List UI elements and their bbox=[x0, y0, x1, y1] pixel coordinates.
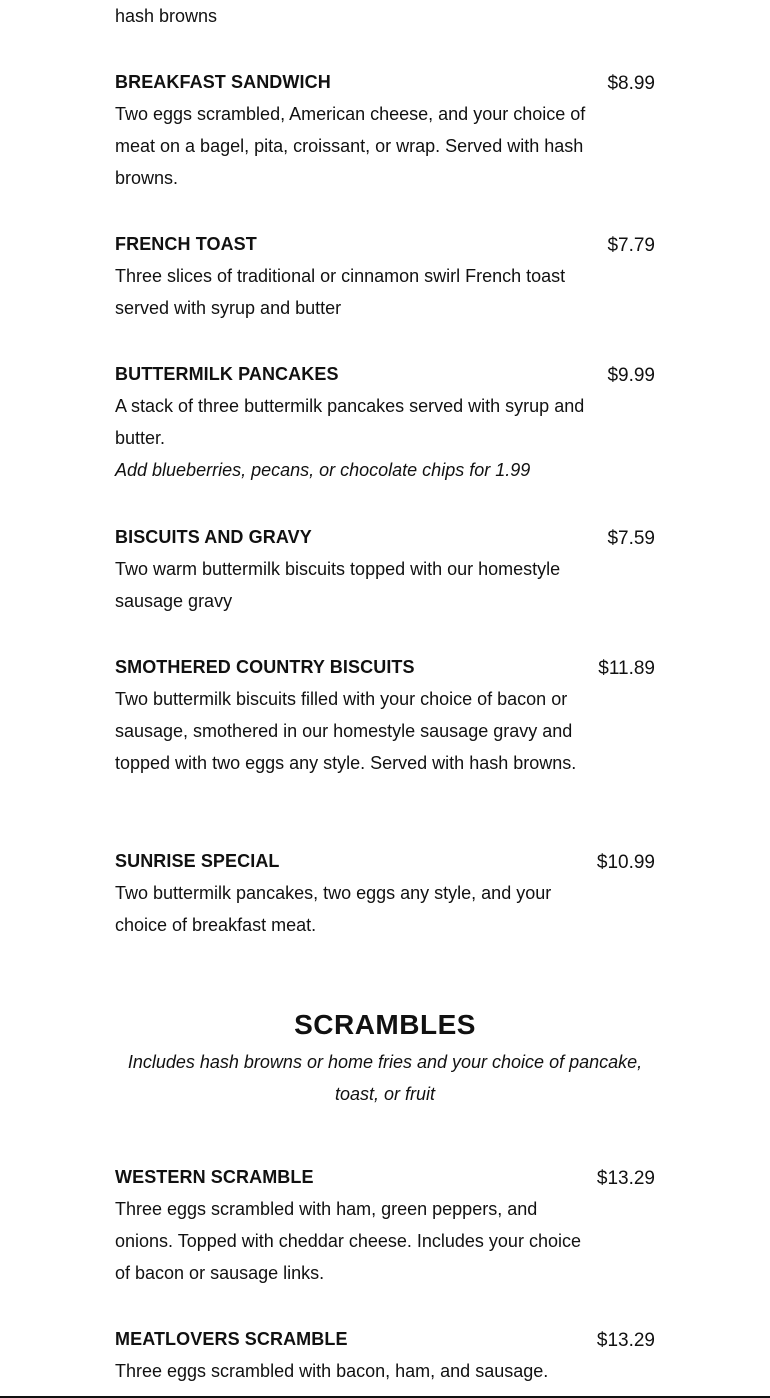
menu-item-description: Two eggs scrambled, American cheese, and your choice of meat on a bagel, pita, croissant, or wrap. Served with hash browns. bbox=[115, 104, 586, 188]
menu-item-price: $9.99 bbox=[607, 365, 655, 386]
menu-item-smothered-country-biscuits bbox=[115, 655, 655, 779]
menu-item-price: $7.79 bbox=[607, 235, 655, 256]
section-title-scrambles: SCRAMBLES bbox=[294, 1009, 476, 1040]
menu-item-description: Three eggs scrambled with bacon, ham, and sausage. bbox=[115, 1361, 549, 1381]
section-subtitle-scrambles: Includes hash browns or home fries and your choice of pancake, toast, or fruit bbox=[127, 1052, 643, 1104]
menu-item-name: SMOTHERED COUNTRY BISCUITS bbox=[115, 657, 415, 677]
menu-item-addon-note: Add blueberries, pecans, or chocolate chips for 1.99 bbox=[115, 460, 531, 480]
menu-item-description: Two buttermilk pancakes, two eggs any style, and your choice of breakfast meat. bbox=[115, 883, 552, 935]
menu-item-name: BISCUITS AND GRAVY bbox=[115, 527, 312, 547]
menu-item-name: BUTTERMILK PANCAKES bbox=[115, 364, 339, 384]
menu-item-price: $13.29 bbox=[596, 1168, 655, 1189]
menu-item-breakfast-sandwich bbox=[115, 70, 655, 194]
menu-item-name: MEATLOVERS SCRAMBLE bbox=[115, 1329, 348, 1349]
menu-item-price: $8.99 bbox=[607, 73, 655, 94]
menu-item-description: Three slices of traditional or cinnamon swirl French toast served with syrup and butter bbox=[115, 266, 566, 318]
menu-item-name: WESTERN SCRAMBLE bbox=[115, 1167, 314, 1187]
menu-item-biscuits-and-gravy bbox=[115, 525, 655, 617]
menu-item-western-scramble bbox=[115, 1165, 655, 1289]
previous-item-description-fragment: hash browns bbox=[115, 6, 218, 26]
menu-item-sunrise-special bbox=[115, 849, 655, 941]
menu-item-description: Three eggs scrambled with ham, green peppers, and onions. Topped with cheddar cheese. Includes your choice of bacon or sausage links. bbox=[115, 1199, 581, 1283]
menu-item-buttermilk-pancakes bbox=[115, 362, 655, 486]
menu-item-description: Two warm buttermilk biscuits topped with our homestyle sausage gravy bbox=[115, 559, 561, 611]
menu-item-description: A stack of three buttermilk pancakes served with syrup and butter. bbox=[115, 396, 585, 448]
menu-item-price: $10.99 bbox=[596, 852, 655, 873]
menu-item-price: $7.59 bbox=[607, 528, 655, 549]
menu-item-name: FRENCH TOAST bbox=[115, 234, 257, 254]
menu-item-french-toast bbox=[115, 232, 655, 324]
menu-item-price: $11.89 bbox=[598, 658, 655, 679]
menu-item-name: BREAKFAST SANDWICH bbox=[115, 72, 331, 92]
menu-item-description: Two buttermilk biscuits filled with your choice of bacon or sausage, smothered in our homestyle sausage gravy and topped with two eggs any style. Served with hash browns. bbox=[115, 689, 577, 773]
menu-item-name: SUNRISE SPECIAL bbox=[115, 851, 280, 871]
menu-item-price: $13.29 bbox=[596, 1330, 655, 1351]
menu-item-meatlovers-scramble bbox=[115, 1327, 655, 1387]
